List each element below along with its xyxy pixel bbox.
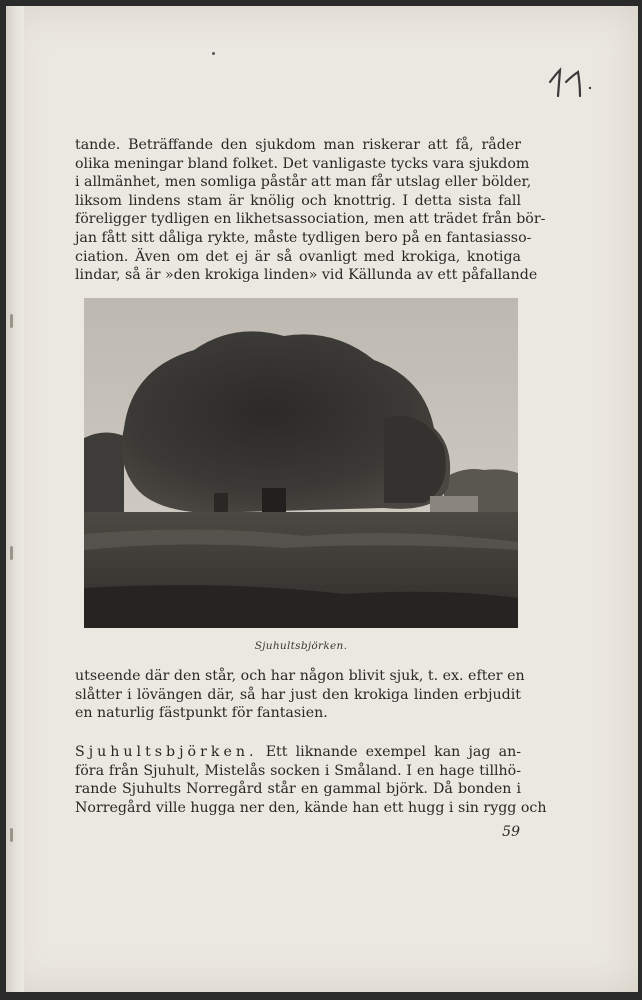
text-line: ciation. Även om det ej är så ovanligt med krokiga, knotiga [75, 248, 521, 265]
handwritten-page-mark [546, 60, 606, 104]
text-line: slåtter i lövängen där, så har just den krokiga linden erbjudit [75, 686, 521, 703]
text-line: tande. Beträffande den sjukdom man riskerar att få, råder [75, 137, 521, 153]
text-line: i allmänhet, men somliga påstår att man får utslag eller bölder, [75, 174, 532, 191]
text-line: rande Sjuhults Norregård står en gammal björk. Då bonden i [75, 781, 521, 798]
photo-caption: Sjuhultsbjörken. [254, 640, 348, 652]
book-page [6, 6, 638, 992]
text-line: lindar, så är »den krokiga linden» vid Källunda av ett påfallande [75, 267, 538, 284]
page-binding [6, 6, 24, 992]
text-line: jan fått sitt dåliga rykte, måste tydligen bero på en fantasiasso- [75, 229, 532, 246]
birch-tree-image [84, 298, 518, 628]
text-line: Norregård ville hugga ner den, kände han ett hugg i sin rygg och [75, 799, 547, 816]
paragraph-middle [75, 667, 525, 723]
text-line: olika meningar bland folket. Det vanligaste tycks vara sjukdom [75, 155, 530, 172]
text-line: utseende där den står, och har någon blivit sjuk, t. ex. efter en [75, 668, 525, 684]
speck-mark [212, 52, 215, 55]
text-fragment: Ett liknande exempel kan jag an- [265, 744, 521, 760]
text-line-with-heading [75, 743, 521, 762]
tree-photograph [84, 298, 518, 628]
text-line: liksom lindens stam är knölig och knottrig. I detta sista fall [75, 192, 521, 209]
binding-stitch [10, 546, 13, 560]
section-heading: Sjuhultsbjörken. [75, 744, 258, 760]
page-number: 59 [502, 824, 520, 840]
paragraph-top [75, 136, 546, 285]
text-line: en naturlig fästpunkt för fantasien. [75, 705, 328, 722]
paragraph-bottom [75, 743, 547, 817]
binding-stitch [10, 314, 13, 328]
binding-stitch [10, 828, 13, 842]
text-line: föra från Sjuhult, Mistelås socken i Småland. I en hage tillhö- [75, 762, 521, 779]
text-line: föreligger tydligen en likhetsassociation, men att trädet från bör- [75, 211, 546, 228]
